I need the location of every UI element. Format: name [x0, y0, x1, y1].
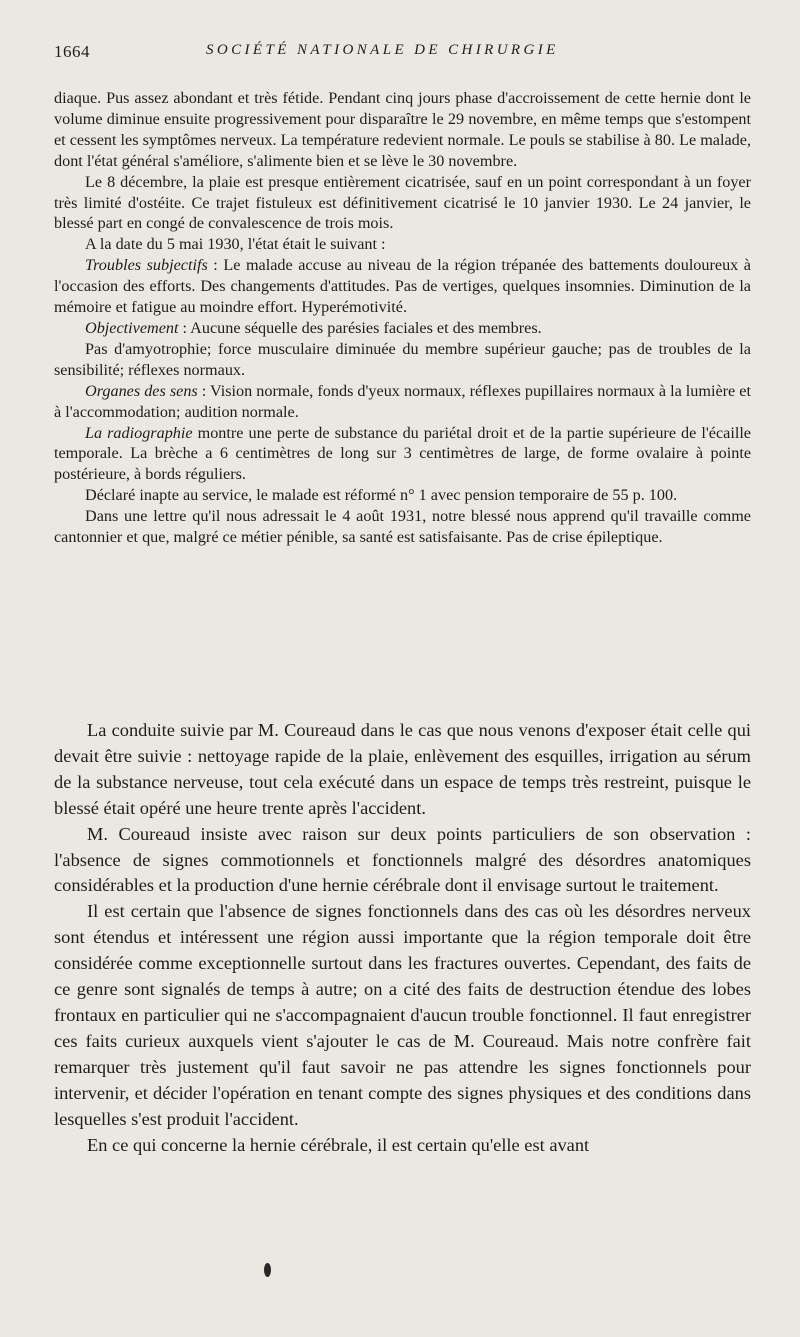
commentary-paragraph-2: M. Coureaud insiste avec raison sur deux points particuliers de son observation : l'absence de signes commotionnels et fonctionnels malgré des désordres anatomiques considérables et la production d'une hernie cérébrale dont il envisage surtout le traitement. — [54, 823, 751, 896]
observation-paragraph-10: Dans une lettre qu'il nous adressait le 4 août 1931, notre blessé nous apprend qu'il travaille comme cantonnier et que, malgré ce métier pénible, sa santé est satisfaisante. Pas de crise épileptique. — [54, 507, 751, 547]
observation-paragraph-3: A la date du 5 mai 1930, l'état était le suivant : — [85, 235, 386, 254]
objective-findings-paragraph — [54, 318, 751, 339]
radiography-label: La radiographie — [85, 423, 193, 442]
commentary-paragraph-1: La conduite suivie par M. Coureaud dans le cas que nous venons d'exposer était celle qui devait être suivie : nettoyage rapide de la plaie, enlèvement des esquilles, irrigation au sérum de la substance nerveuse, tout cela exécuté dans un espace de temps très restreint, puisque le blessé était opéré une heure trente après l'accident. — [54, 720, 751, 818]
commentary-paragraph-4: En ce qui concerne la hernie cérébrale, il est certain qu'elle est avant — [87, 1134, 590, 1155]
observation-paragraph-1: diaque. Pus assez abondant et très fétide. Pendant cinq jours phase d'accroissement de cette hernie dont le volume diminue ensuite progressivement pour disparaître le 29 novembre, en même temps que s'estompent et cessent les symptômes nerveux. La température redevient normale. Le pouls se stabilise à 80. Le malade, dont l'état général s'améliore, s'alimente bien et se lève le 30 novembre. — [54, 89, 751, 170]
radiography-text: montre une perte de substance du pariétal droit et de la partie supérieure de l'écaille temporale. La brèche a 6 centimètres de long sur 3 centimètres de large, de forme ovalaire à pointe postérieure, à bords réguliers. — [54, 423, 751, 484]
objective-findings-label: Objectivement — [85, 318, 179, 337]
sense-organs-label: Organes des sens — [85, 381, 198, 400]
commentary-section — [54, 718, 751, 1158]
page-number: 1664 — [54, 42, 90, 61]
observation-section — [54, 88, 751, 548]
sense-organs-paragraph — [54, 381, 751, 423]
subjective-symptoms-paragraph — [54, 255, 751, 318]
sense-organs-text: : Vision normale, fonds d'yeux normaux, réflexes pupillaires normaux à la lumière et à l'accommodation; audition normale. — [54, 381, 751, 421]
subjective-symptoms-text: : Le malade accuse au niveau de la région trépanée des battements douloureux à l'occasion des efforts. Des changements d'attitudes. Pas de vertiges, quelques insomnies. Diminution de la mémoire et fatigue au moindre effort. Hyperémotivité. — [54, 256, 751, 317]
observation-paragraph-9: Déclaré inapte au service, le malade est réformé n° 1 avec pension temporaire de 55 p. 100. — [85, 486, 678, 505]
ink-mark — [264, 1263, 271, 1277]
running-title: SOCIÉTÉ NATIONALE DE CHIRURGIE — [206, 42, 559, 58]
page-header — [54, 42, 750, 66]
radiography-paragraph — [54, 423, 751, 486]
subjective-symptoms-label: Troubles subjectifs — [85, 256, 208, 275]
observation-paragraph-6: Pas d'amyotrophie; force musculaire diminuée du membre supérieur gauche; pas de troubles de la sensibilité; réflexes normaux. — [54, 339, 751, 379]
objective-findings-text: : Aucune séquelle des parésies faciales et des membres. — [178, 318, 542, 337]
observation-paragraph-2: Le 8 décembre, la plaie est presque entièrement cicatrisée, sauf en un point correspondant à un foyer très limité d'ostéite. Ce trajet fistuleux est définitivement cicatrisé le 10 janvier 1930. Le 24 janvier, le blessé part en congé de convalescence de trois mois. — [54, 172, 751, 233]
commentary-paragraph-3: Il est certain que l'absence de signes fonctionnels dans des cas où les désordres nerveux sont étendus et intéressent une région aussi importante que la région temporale doit être considérée comme exceptionnelle surtout dans les fractures ouvertes. Cependant, des faits de ce genre sont signalés de temps à autre; on a cité des faits de destruction étendue des lobes frontaux en particulier qui ne s'accompagnaient d'aucun trouble fonctionnel. Il faut enregistrer ces faits curieux auxquels vient s'ajouter le cas de M. Coureaud. Mais notre confrère fait remarquer très justement qu'il faut savoir ne pas attendre les signes fonctionnels pour intervenir, et décider l'opération en tenant compte des signes physiques et des conditions dans lesquelles s'est produit l'accident. — [54, 901, 751, 1129]
